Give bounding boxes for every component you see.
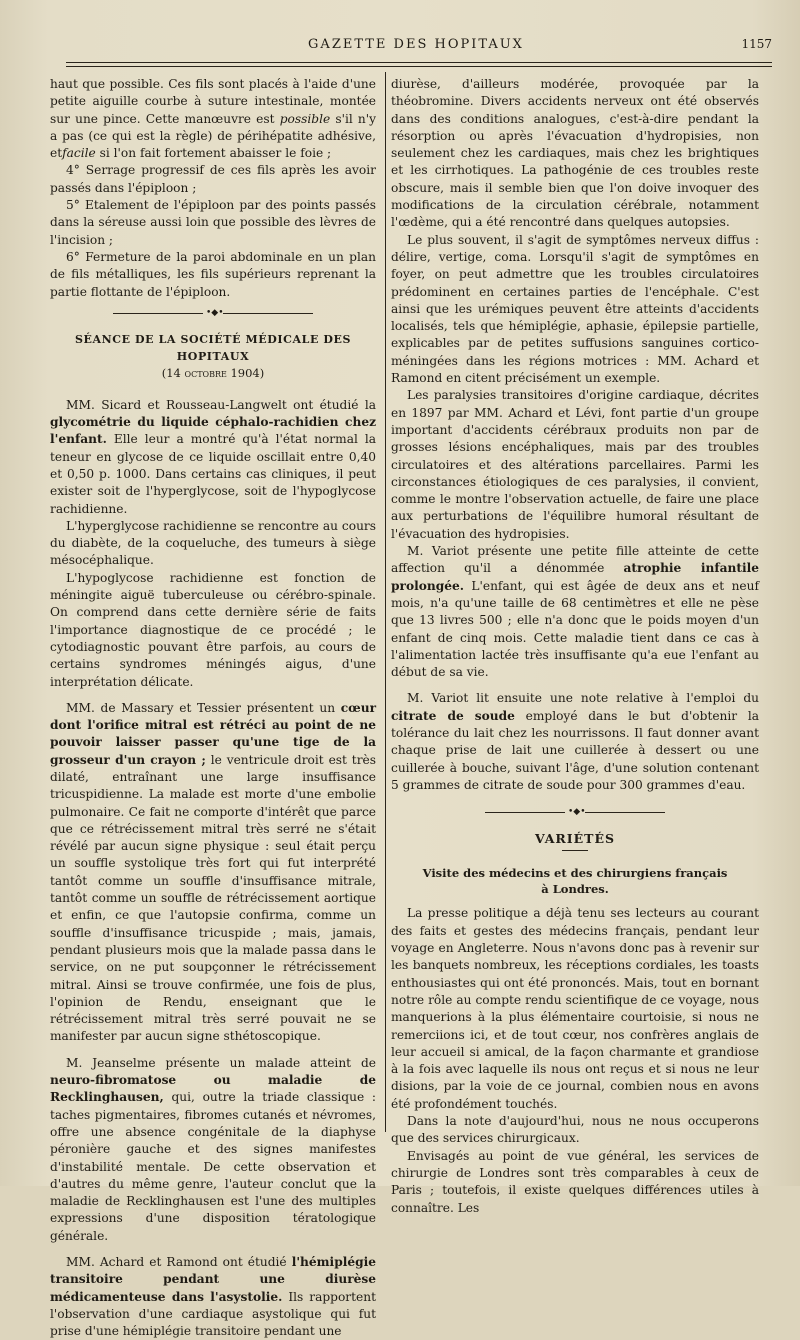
page-number: 1157 [741, 37, 772, 51]
paragraph: M. Variot lit ensuite une note relative à l'emploi du citrate de soude employé dans le but d'obtenir la tolérance du lait chez les nourrissons. Il faut donner avant chaque prise de lait une cuillerée à dessert ou une cuillerée à bouche, suivant l'âge, d'une solution contenant 5 grammes de citrate de soude pour 300 grammes d'eau. [391, 691, 759, 792]
section-date: (14 octobre 1904) [161, 366, 265, 381]
header-rule [66, 62, 772, 63]
left-column [50, 76, 376, 1340]
journal-title: GAZETTE DES HOPITAUX [308, 37, 524, 52]
paragraph: MM. Sicard et Rousseau-Langwelt ont étudié la glycométrie du liquide céphalo-rachidien chez l'enfant. Elle leur a montré qu'à l'état normal la teneur en glycose de ce liquide oscillait entre 0,40 et 0,50 p. 1000. Dans certains cas cliniques, il peut exister soit de l'hyperglycose, soit de l'hypoglycose rachidienne. [50, 397, 376, 516]
paragraph: M. Variot présente une petite fille atteinte de cette affection qu'il a dénommée atrophie infantile prolongée. L'enfant, qui est âgée de deux ans et neuf mois, n'a qu'une taille de 68 centimètres et elle ne pèse que 13 livres 500 ; elle n'a donc que le poids moyen d'un enfant de cinq mois. Cette maladie tient dans ce cas à l'alimentation lactée très insuffisante qu'a eue l'enfant au début de sa vie. [391, 544, 759, 680]
paragraph: L'hyperglycose rachidienne se rencontre au cours du diabète, de la coqueluche, des tumeurs à siège mésocéphalique. [50, 518, 376, 568]
paragraph: haut que possible. Ces fils sont placés à l'aide d'une petite aiguille courbe à suture intestinale, montée sur une pince. Cette manœuvre est possible s'il n'y a pas (ce qui est la règle) de périhépatite adhésive, etfacile si l'on fait fortement abaisser le foie ; [50, 77, 377, 161]
header-rule-thin [66, 66, 772, 67]
paragraph: Le plus souvent, il s'agit de symptômes nerveux diffus : délire, vertige, coma. Lorsqu'il s'agit de symptômes en foyer, on peut admettre que les troubles circulatoires prédominent en certaines parties de l'encéphale. C'est ainsi que les urémiques peuvent être atteints d'accidents localisés, tels que hémiplégie, aphasie, épilepsie partielle, explicables par de petites suffusions sanguines cortico-méningées dans les régions motrices : MM. Achard et Ramond en citent précisément un exemple. [391, 232, 759, 386]
page-header [60, 34, 772, 56]
paragraph: Envisagés au point de vue général, les services de chirurgie de Londres sont très comparables à ceux de Paris ; toutefois, il existe quelques différences utiles à connaître. Les [391, 1148, 759, 1215]
paragraph: M. Jeanselme présente un malade atteint de neuro-fibromatose ou maladie de Recklinghausen, qui, outre la triade classique : taches pigmentaires, fibromes cutanés et névromes, offre une absence congénitale de la diaphyse péronière gauche et des signes manifestes d'instabilité mentale. De cette observation et d'autres du même genre, l'auteur conclut que la maladie de Recklinghausen est l'une des multiples expressions d'une disposition tératologique générale. [50, 1055, 376, 1243]
heading-rule [562, 850, 588, 851]
paragraph: Les paralysies transitoires d'origine cardiaque, décrites en 1897 par MM. Achard et Lévi, font partie d'un groupe important d'accidents cérébraux produits non par de grosses lésions encéphaliques, mais par des troubles circulatoires et des altérations parcellaires. Parmi les circonstances étiologiques de ces paralysies, il convient, comme le montre l'observation actuelle, de faire une place aux perturbations de l'équilibre humoral résultant de l'évacuation des hydropisies. [391, 388, 759, 541]
paragraph: 5° Etalement de l'épiploon par des points passés dans la séreuse aussi loin que possible des lèvres de l'incision ; [50, 198, 376, 247]
paragraph: Dans la note d'aujourd'hui, nous ne nous occuperons que des services chirurgicaux. [391, 1114, 759, 1146]
paragraph: diurèse, d'ailleurs modérée, provoquée par la théobromine. Divers accidents nerveux ont été observés dans des conditions analogues, c'est-à-dire pendant la résorption ou après l'évacuation d'hydropisies, non seulement chez les cardiaques, mais chez les brightiques et les cirrhotiques. La pathogénie de ces troubles reste obscure, mais il semble bien que l'on doive invoquer des modifications de la circulation cérébrale, notamment l'œdème, qui a été rencontré dans quelques autopsies. [391, 77, 759, 230]
ornamental-separator: •◆• [113, 309, 313, 317]
article-title: Visite des médecins et des chirurgiens français à Londres. [422, 866, 728, 897]
section-title: SÉANCE DE LA SOCIÉTÉ MÉDICALE DES HOPITAUX [74, 332, 352, 364]
paragraph: MM. de Massary et Tessier présentent un cœur dont l'orifice mitral est rétréci au point de ne pouvoir laisser passer qu'une tige de la grosseur d'un crayon ; le ventricule droit est très dilaté, entraînant une large insuffisance tricuspidienne. La malade est morte d'une embolie pulmonaire. Ce fait ne comporte d'intérêt que parce que ce rétrécissement mitral très serré ne s'était révélé par aucun signe physique : seul était perçu un souffle systolique très fort qui fut interprété tantôt comme un souffle d'insuffisance mitrale, tantôt comme un souffle de rétrécissement aortique et enfin, ce que l'autopsie confirma, comme un souffle d'insuffisance tricuspide ; mais, jamais, pendant plusieurs mois que la malade passa dans le service, on ne put soupçonner le rétrécissement mitral. Ainsi se trouve confirmée, une fois de plus, l'opinion de Rendu, enseignant que le rétrécissement mitral très serré pouvait ne se manifester par aucun signe sthétoscopique. [50, 700, 376, 1044]
paragraph: La presse politique a déjà tenu ses lecteurs au courant des faits et gestes des médecins français, pendant leur voyage en Angleterre. Nous n'avons donc pas à revenir sur les banquets nombreux, les réceptions cordiales, les toasts enthousiastes qui ont été prononcés. Mais, tout en bornant notre rôle au compte rendu scientifique de ce voyage, nous manquerions à la plus élémentaire courtoisie, si nous ne remerciions ici, et de tout cœur, nos confrères anglais de leur accueil si amical, de la façon charmante et grandiose à la fois avec laquelle ils nous ont reçus et si nous ne leur disions, par la voie de ce journal, combien nous en avons été profondément touchés. [391, 906, 759, 1111]
right-column [391, 76, 759, 1217]
column-divider [385, 72, 386, 1132]
paragraph: 4° Serrage progressif de ces fils après les avoir passés dans l'épiploon ; [50, 163, 376, 195]
paragraph: MM. Achard et Ramond ont étudié l'hémiplégie transitoire pendant une diurèse médicamenteuse dans l'asystolie. Ils rapportent l'observation d'une cardiaque asystolique qui fut prise d'une hémiplégie transitoire pendant une [50, 1255, 377, 1339]
paragraph: 6° Fermeture de la paroi abdominale en un plan de fils métalliques, les fils supérieurs reprenant la partie flottante de l'épiploon. [50, 249, 376, 299]
varietes-heading: VARIÉTÉS [534, 831, 616, 847]
paragraph: L'hypoglycose rachidienne est fonction de méningite aiguë tuberculeuse ou cérébro-spinale. On comprend dans cette dernière série de faits l'importance diagnostique de ce procédé ; le cytodiagnostic pouvant être parfois, au cours de certains syndromes méningés aigus, d'une interprétation délicate. [50, 570, 376, 689]
ornamental-separator: •◆• [485, 808, 665, 816]
